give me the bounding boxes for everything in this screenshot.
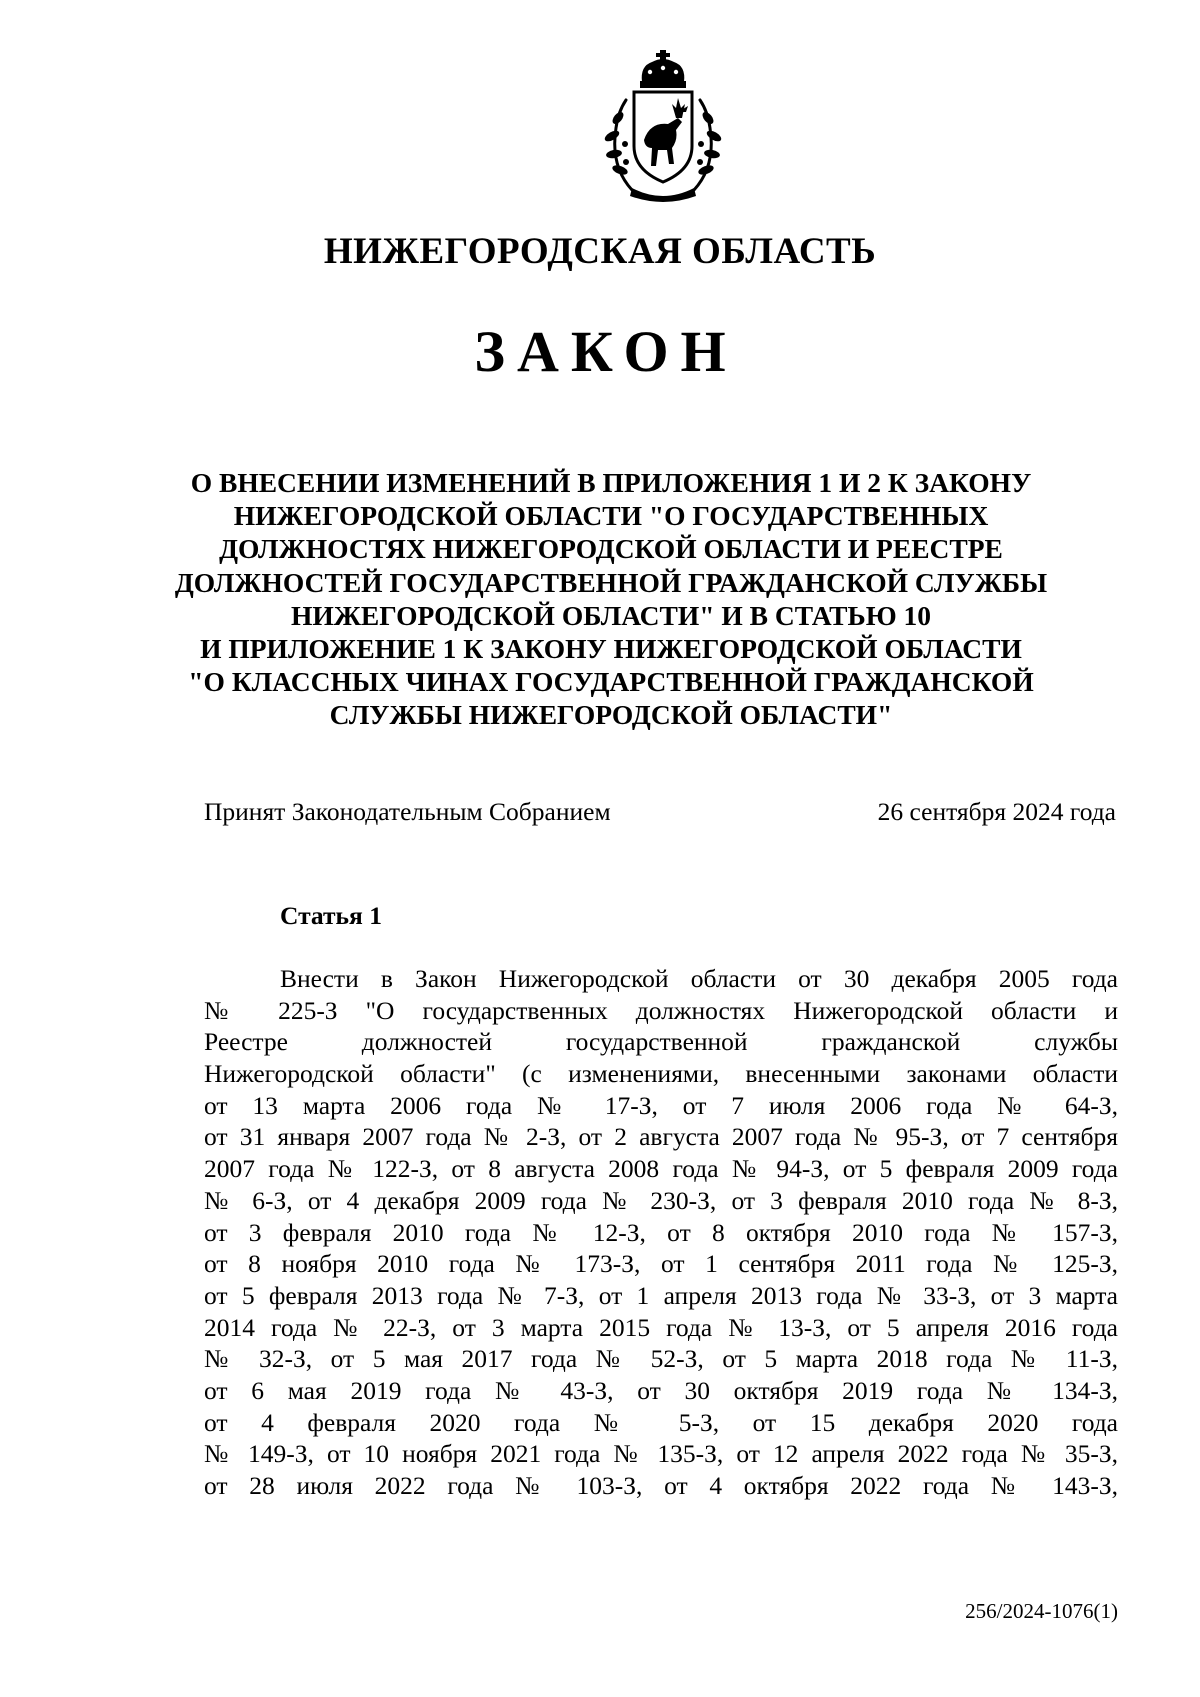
body-line: от 28 июля 2022 года № 103-З, от 4 октября 2022 года № 143-З, [204, 1471, 1118, 1500]
coat-of-arms-icon [592, 48, 734, 206]
body-line: от 3 февраля 2010 года № 12-З, от 8 октября 2010 года № 157-З, [204, 1217, 1118, 1247]
body-line: Нижегородской области" (с изменениями, внесенными законами области [204, 1059, 1118, 1089]
body-line: Внести в Закон Нижегородской области от 30 декабря 2005 года [280, 964, 1118, 993]
body-line: от 8 ноября 2010 года № 173-З, от 1 сентября 2011 года № 125-З, [204, 1249, 1118, 1279]
body-line: № 6-З, от 4 декабря 2009 года № 230-З, от 3 февраля 2010 года № 8-З, [204, 1185, 1118, 1215]
body-line: от 31 января 2007 года № 2-З, от 2 августа 2007 года № 95-З, от 7 сентября [204, 1122, 1118, 1152]
body-line: № 225-З "О государственных должностях Нижегородской области и [204, 995, 1118, 1025]
body-line: № 149-З, от 10 ноября 2021 года № 135-З, от 12 апреля 2022 года № 35-З, [204, 1439, 1118, 1469]
body-line: № 32-З, от 5 мая 2017 года № 52-З, от 5 марта 2018 года № 11-З, [204, 1344, 1118, 1374]
title-line: НИЖЕГОРОДСКОЙ ОБЛАСТИ" И В СТАТЬЮ 10 [290, 599, 932, 631]
article-body [204, 963, 1118, 1502]
body-line: от 4 февраля 2020 года № 5-З, от 15 декабря 2020 года [204, 1407, 1118, 1437]
body-line: от 13 марта 2006 года № 17-З, от 7 июля 2006 года № 64-З, [204, 1090, 1118, 1120]
body-line: 2014 года № 22-З, от 3 марта 2015 года № 13-З, от 5 апреля 2016 года [204, 1312, 1118, 1342]
title-line: ДОЛЖНОСТЯХ НИЖЕГОРОДСКОЙ ОБЛАСТИ И РЕЕСТРЕ [219, 533, 1003, 565]
adoption-date: 26 сентября 2024 года [877, 797, 1116, 826]
adopted-by-text: Принят Законодательным Собранием [204, 797, 611, 826]
document-code: 256/2024-1076(1) [965, 1599, 1118, 1623]
document-type: ЗАКОН [474, 319, 738, 384]
title-line: НИЖЕГОРОДСКОЙ ОБЛАСТИ "О ГОСУДАРСТВЕННЫХ [233, 500, 989, 532]
title-line: ДОЛЖНОСТЕЙ ГОСУДАРСТВЕННОЙ ГРАЖДАНСКОЙ СЛУЖБЫ [174, 566, 1048, 598]
law-title [150, 466, 1072, 732]
body-line: Реестре должностей государственной гражданской службы [204, 1027, 1118, 1057]
region-name: НИЖЕГОРОДСКАЯ ОБЛАСТЬ [323, 231, 877, 272]
body-line: от 5 февраля 2013 года № 7-З, от 1 апреля 2013 года № 33-З, от 3 марта [204, 1280, 1118, 1310]
body-line: от 6 мая 2019 года № 43-З, от 30 октября 2019 года № 134-З, [204, 1375, 1118, 1405]
title-line: "О КЛАССНЫХ ЧИНАХ ГОСУДАРСТВЕННОЙ ГРАЖДАНСКОЙ [188, 666, 1034, 698]
title-line: СЛУЖБЫ НИЖЕГОРОДСКОЙ ОБЛАСТИ" [329, 699, 893, 731]
article-heading: Статья 1 [280, 901, 382, 930]
title-line: И ПРИЛОЖЕНИЕ 1 К ЗАКОНУ НИЖЕГОРОДСКОЙ ОБЛАСТИ [200, 633, 1022, 665]
body-line: 2007 года № 122-З, от 8 августа 2008 года № 94-З, от 5 февраля 2009 года [204, 1154, 1118, 1184]
title-line: О ВНЕСЕНИИ ИЗМЕНЕНИЙ В ПРИЛОЖЕНИЯ 1 И 2 К ЗАКОНУ [190, 467, 1032, 498]
